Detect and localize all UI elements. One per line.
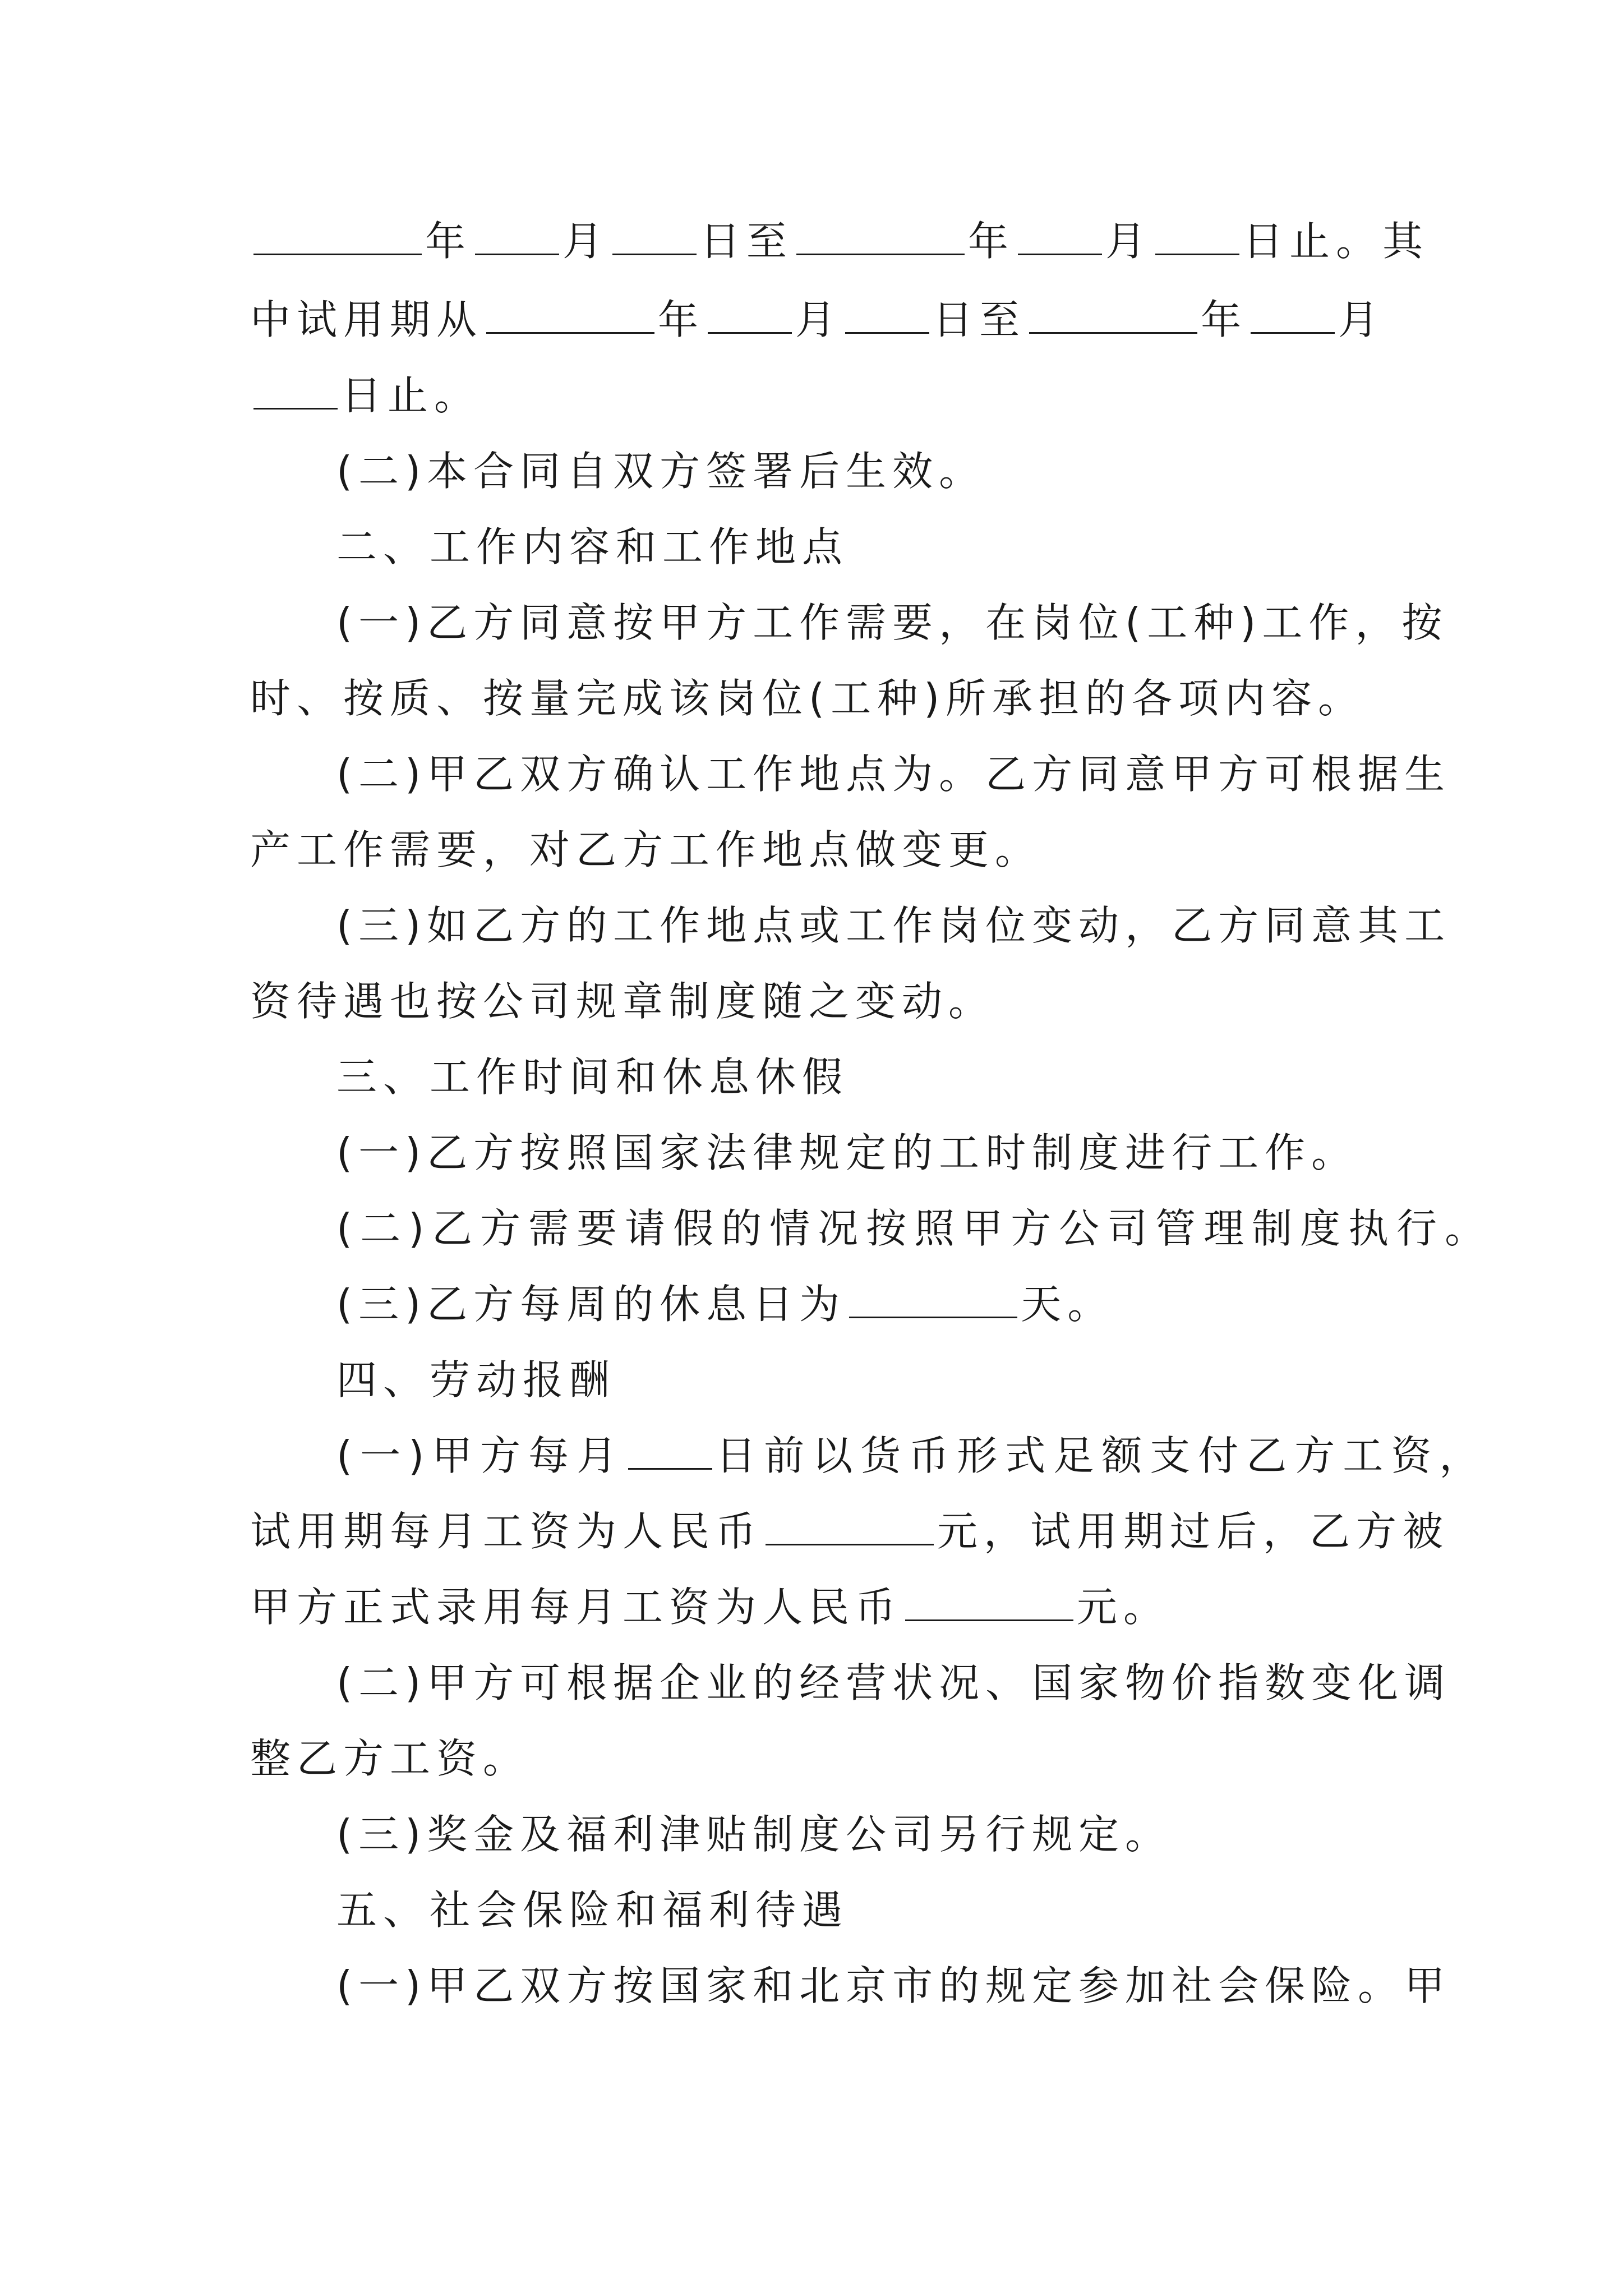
paragraph-line: (三)如乙方的工作地点或工作岗位变动，乙方同意其工 <box>336 902 1451 949</box>
section-heading: 三、工作时间和休息休假 <box>336 1053 849 1101</box>
text-segment: 年 <box>968 218 1015 265</box>
paragraph-line: (三)奖金及福利津贴制度公司另行规定。 <box>336 1811 1172 1858</box>
text-segment: 甲方正式录用每月工资为人民币 <box>250 1584 902 1631</box>
text-segment: 元。 <box>1077 1584 1170 1631</box>
text-segment: 月 <box>795 296 842 343</box>
text-segment: 日前以货币形式足额支付乙方工资， <box>716 1432 1488 1479</box>
blank-start-day[interactable] <box>612 219 697 255</box>
text-segment: 天。 <box>1021 1281 1114 1328</box>
blank-regular-salary[interactable] <box>905 1585 1073 1621</box>
blank-end-day[interactable] <box>1155 219 1239 255</box>
text-segment: 日止。其 <box>1243 218 1430 265</box>
probation-salary-line <box>250 1503 1449 1559</box>
blank-probation-end-month[interactable] <box>1251 297 1335 334</box>
section-heading: 二、工作内容和工作地点 <box>336 523 849 570</box>
blank-probation-end-day[interactable] <box>253 373 338 409</box>
text-segment: 月 <box>1105 218 1152 265</box>
text-segment: (三)乙方每周的休息日为 <box>336 1281 846 1328</box>
blank-probation-salary[interactable] <box>766 1509 934 1545</box>
probation-period-line <box>250 292 1385 348</box>
blank-probation-end-year[interactable] <box>1029 297 1197 334</box>
probation-end-line <box>250 367 481 424</box>
blank-probation-start-day[interactable] <box>845 297 929 334</box>
text-segment: 日至 <box>933 296 1026 343</box>
paragraph-line: (二)本合同自双方签署后生效。 <box>336 448 986 495</box>
text-segment: 年 <box>425 218 472 265</box>
text-segment: 试用期每月工资为人民币 <box>250 1508 763 1555</box>
paragraph-line: (一)甲乙双方按国家和北京市的规定参加社会保险。甲 <box>336 1962 1451 2009</box>
text-segment: 日至 <box>700 218 794 265</box>
paragraph-line: (二)甲方可根据企业的经营状况、国家物价指数变化调 <box>336 1659 1451 1706</box>
blank-probation-start-month[interactable] <box>708 297 792 334</box>
paragraph-line: (一)乙方同意按甲方工作需要，在岗位(工种)工作，按 <box>336 599 1449 646</box>
blank-end-year[interactable] <box>796 219 965 255</box>
blank-rest-days[interactable] <box>849 1282 1017 1318</box>
contract-period-line-1 <box>250 213 1429 269</box>
pay-day-line <box>336 1428 1487 1484</box>
text-segment: 月 <box>562 218 610 265</box>
blank-start-month[interactable] <box>475 219 559 255</box>
text-segment: 年 <box>658 296 705 343</box>
paragraph-line: (二)甲乙双方确认工作地点为。乙方同意甲方可根据生 <box>336 751 1451 798</box>
paragraph-line: 资待遇也按公司规章制度随之变动。 <box>250 978 995 1025</box>
paragraph-line: (二)乙方需要请假的情况按照甲方公司管理制度执行。 <box>336 1205 1493 1252</box>
blank-pay-day[interactable] <box>628 1433 712 1470</box>
text-segment: (一)甲方每月 <box>336 1432 625 1479</box>
text-segment: 元，试用期过后，乙方被 <box>937 1508 1450 1555</box>
blank-start-year[interactable] <box>253 219 422 255</box>
paragraph-line: 时、按质、按量完成该岗位(工种)所承担的各项内容。 <box>250 675 1365 722</box>
text-segment: 月 <box>1338 296 1385 343</box>
paragraph-line: (一)乙方按照国家法律规定的工时制度进行工作。 <box>336 1129 1358 1176</box>
regular-salary-line <box>250 1579 1170 1635</box>
text-segment: 中试用期从 <box>250 296 483 343</box>
text-segment: 年 <box>1201 296 1248 343</box>
paragraph-line: 产工作需要，对乙方工作地点做变更。 <box>250 826 1042 873</box>
blank-probation-start-year[interactable] <box>486 297 654 334</box>
rest-days-line <box>336 1276 1114 1332</box>
text-segment: 日止。 <box>341 372 481 419</box>
blank-end-month[interactable] <box>1018 219 1102 255</box>
section-heading: 五、社会保险和福利待遇 <box>336 1887 849 1934</box>
paragraph-line: 整乙方工资。 <box>250 1735 530 1782</box>
section-heading: 四、劳动报酬 <box>336 1356 616 1404</box>
